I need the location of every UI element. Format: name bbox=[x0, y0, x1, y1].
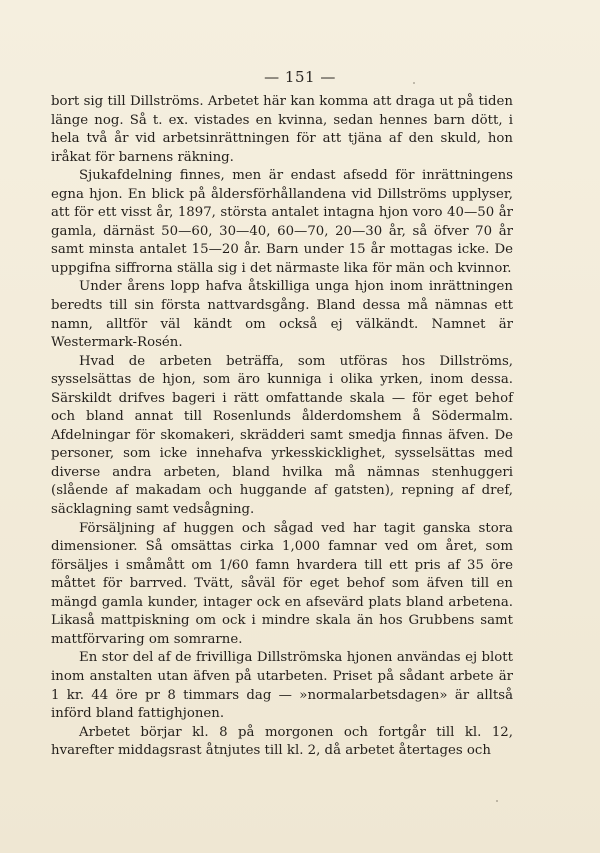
paragraph: Under årens lopp hafva åtskilliga unga hjon inom inrättningen beredts till sin första nattvardsgång. Bland dessa må nämnas ett namn, alltför väl kändt om också ej välkändt. Namnet är Westermark-Rosén. bbox=[51, 279, 513, 351]
paragraph: bort sig till Dillströms. Arbetet här kan komma att draga ut på tiden länge nog. Så t. ex. vistades en kvinna, sedan hennes barn dött, i hela två år vid arbetsinrättningen för att tjäna af den skuld, hon iråkat för barnens räkning. bbox=[51, 94, 513, 165]
paragraph: Arbetet börjar kl. 8 på morgonen och fortgår till kl. 12, hvarefter middagsrast åtnjutes till kl. 2, då arbetet återtages och bbox=[51, 724, 513, 759]
paragraph: Försäljning af huggen och sågad ved har tagit ganska stora dimensioner. Så omsättas cirka 1,000 famnar ved om året, som försäljes i småmått om 1/60 famn hvardera till ett pris af 35 öre måttet för barrved. Tvätt, såväl för eget behof som äfven till en mängd gamla kunder, intager ock en afsevärd plats bland arbetena. Likaså mattpiskning om ock i mindre skala än hos Grubbens samt mattförvaring om somrarne. bbox=[51, 520, 513, 647]
paragraph: En stor del af de frivilliga Dillströmska hjonen användas ej blott inom anstalten utan äfven på utarbeten. Priset på sådant arbete är 1 kr. 44 öre pr 8 timmars dag — »normalarbetsdagen» är alltså införd bland fattighjonen. bbox=[51, 650, 513, 722]
paper-speck bbox=[413, 82, 415, 84]
page-number: — 151 — bbox=[264, 68, 336, 86]
paragraph: Hvad de arbeten beträffa, som utföras hos Dillströms, sysselsättas de hjon, som äro kunniga i olika yrken, inom dessa. Särskildt drifves bageri i rätt omfattande skala — för eget behof och bland annat till Rosenlunds ålderdomshem å Södermalm. Afdelningar för skomakeri, skrädderi samt smedja finnas äfven. De personer, som icke innehafva yrkesskicklighet, sysselsättas med diverse andra arbeten, bland hvilka må nämnas stenhuggeri (slående af makadam och huggande af gatsten), repning af dref, säcklagning samt vedsågning. bbox=[51, 353, 513, 518]
paper-speck bbox=[496, 800, 498, 802]
paragraph: Sjukafdelning finnes, men är endast afsedd för inrättningens egna hjon. En blick på åldersförhållandena vid Dillströms upplyser, att för ett visst år, 1897, största antalet intagna hjon voro 40—50 år gamla, därnäst 50—60, 30—40, 60—70, 20—30 år, så öfver 70 år samt minsta antalet 15—20 år. Barn under 15 år mottagas icke. De uppgifna siffrorna ställa sig i det närmaste lika för män och kvinnor. bbox=[51, 168, 513, 276]
page-body bbox=[51, 93, 513, 761]
